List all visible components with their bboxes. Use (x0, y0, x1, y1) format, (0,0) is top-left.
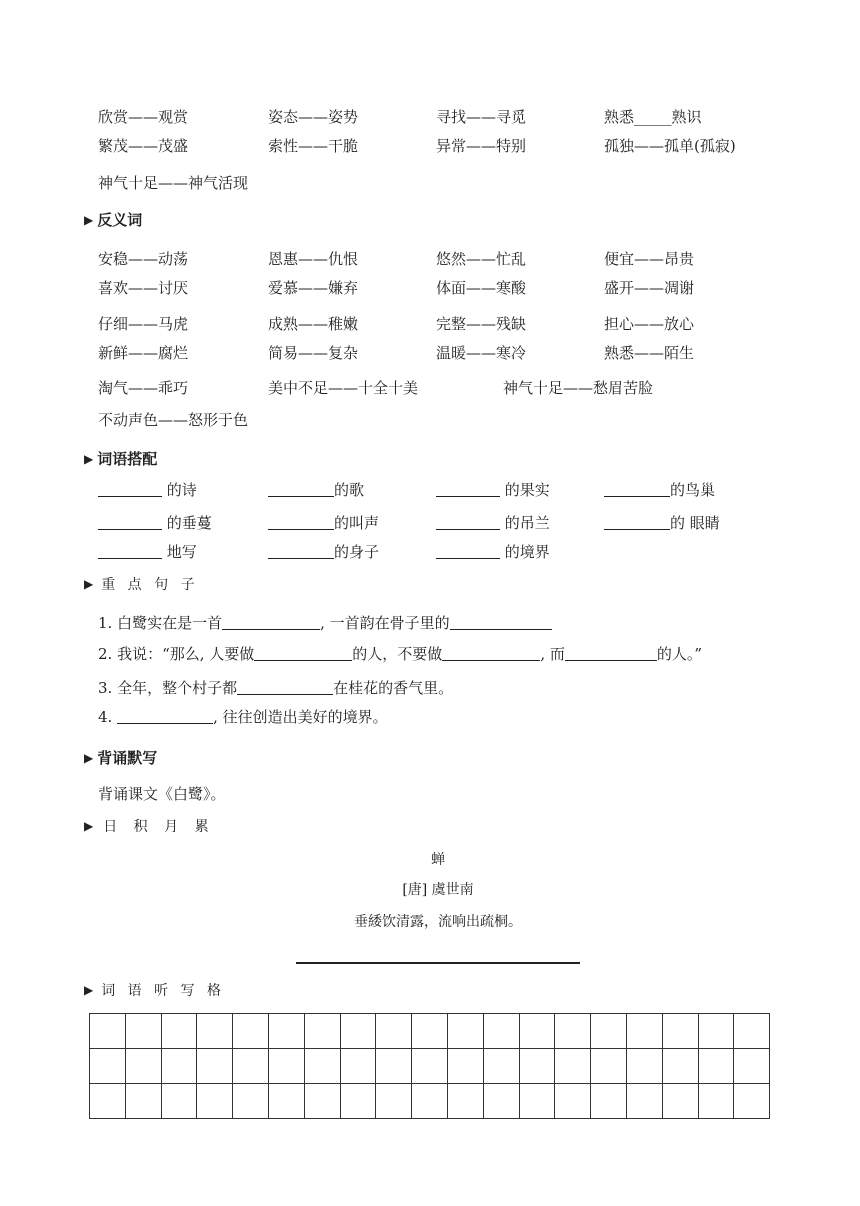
antonym-pair: 恩惠——仇恨 (268, 250, 359, 268)
fill-blank[interactable] (450, 614, 552, 630)
grid-cell[interactable] (483, 1049, 519, 1084)
fill-blank[interactable] (436, 514, 500, 530)
antonym-pair: 简易——复杂 (268, 344, 359, 362)
grid-cell[interactable] (161, 1049, 197, 1084)
collocation-item: 的吊兰 (436, 512, 550, 534)
grid-cell[interactable] (662, 1014, 698, 1049)
dictation-grid (89, 1013, 770, 1119)
grid-cell[interactable] (90, 1084, 126, 1119)
grid-cell[interactable] (340, 1049, 376, 1084)
antonym-pair: 完整——残缺 (436, 315, 527, 333)
collocation-heading: ▶ 词语搭配 (84, 450, 158, 468)
grid-cell[interactable] (734, 1049, 770, 1084)
antonym-pair: 喜欢——讨厌 (98, 279, 189, 297)
collocation-item: 的诗 (98, 479, 197, 501)
synonym-pair: 姿态——姿势 (268, 108, 359, 126)
antonym-pair: 不动声色——怒形于色 (98, 411, 249, 429)
poem-title: 蝉 (431, 852, 445, 868)
grid-cell[interactable] (197, 1084, 233, 1119)
triangle-right-icon: ▶ (84, 983, 98, 997)
antonym-pair: 担心——放心 (604, 315, 695, 333)
grid-cell[interactable] (376, 1084, 412, 1119)
triangle-right-icon: ▶ (84, 577, 98, 591)
grid-cell[interactable] (626, 1014, 662, 1049)
grid-cell[interactable] (304, 1014, 340, 1049)
grid-cell[interactable] (555, 1014, 591, 1049)
fill-blank[interactable] (117, 708, 213, 724)
accumulate-heading: ▶ 日 积 月 累 (84, 816, 215, 837)
recite-heading: ▶ 背诵默写 (84, 749, 158, 767)
synonym-pair: 寻找——寻觅 (436, 108, 527, 126)
divider-line (296, 962, 580, 964)
poem-line: 垂緌饮清露，流响出疏桐。 (354, 914, 522, 930)
grid-cell[interactable] (376, 1049, 412, 1084)
triangle-right-icon: ▶ (84, 213, 94, 227)
grid-cell[interactable] (734, 1084, 770, 1119)
grid-cell[interactable] (304, 1049, 340, 1084)
grid-cell[interactable] (698, 1084, 734, 1119)
grid-cell[interactable] (734, 1014, 770, 1049)
antonym-pair: 安稳——动荡 (98, 250, 189, 268)
grid-cell[interactable] (519, 1049, 555, 1084)
synonym-pair: 繁茂——茂盛 (98, 137, 189, 155)
collocation-item: 的境界 (436, 541, 550, 563)
grid-cell[interactable] (591, 1049, 627, 1084)
grid-cell[interactable] (125, 1014, 161, 1049)
synonym-pair: 异常——特别 (436, 137, 527, 155)
synonym-pair: 神气十足——神气活现 (98, 174, 249, 192)
grid-cell[interactable] (125, 1084, 161, 1119)
antonym-pair: 体面——寒酸 (436, 279, 527, 297)
synonym-pair: 熟悉_____熟识 (604, 108, 702, 126)
sentence-1: 1. 白鹭实在是一首 , 一首韵在骨子里的 (98, 612, 552, 634)
grid-cell[interactable] (340, 1084, 376, 1119)
grid-cell[interactable] (412, 1014, 448, 1049)
antonym-pair: 便宜——昂贵 (604, 250, 695, 268)
grid-cell[interactable] (555, 1049, 591, 1084)
grid-cell[interactable] (340, 1014, 376, 1049)
fill-blank[interactable] (268, 481, 334, 497)
antonym-pair: 爱慕——嫌弃 (268, 279, 359, 297)
collocation-item: 的垂蔓 (98, 512, 212, 534)
collocation-item: 的鸟巢 (604, 479, 715, 501)
fill-blank[interactable] (237, 679, 333, 695)
grid-cell[interactable] (519, 1014, 555, 1049)
fill-blank[interactable] (604, 514, 670, 530)
antonyms-heading: ▶ 反义词 (84, 211, 143, 229)
grid-cell[interactable] (268, 1049, 304, 1084)
grid-cell[interactable] (90, 1014, 126, 1049)
sentences-heading: ▶ 重 点 句 子 (84, 574, 199, 595)
sentence-2: 2. 我说：“那么, 人要做 的人，不要做 , 而 的人。” (98, 645, 703, 663)
grid-cell[interactable] (161, 1014, 197, 1049)
grid-cell[interactable] (233, 1049, 269, 1084)
grid-cell[interactable] (412, 1084, 448, 1119)
antonym-pair: 熟悉——陌生 (604, 344, 695, 362)
grid-cell[interactable] (376, 1014, 412, 1049)
antonym-pair: 悠然——忙乱 (436, 250, 527, 268)
collocation-item: 的 眼睛 (604, 512, 720, 534)
grid-cell[interactable] (197, 1049, 233, 1084)
sentence-4: 4. , 往往创造出美好的境界。 (98, 708, 388, 726)
antonym-pair: 盛开——凋谢 (604, 279, 695, 297)
grid-row (90, 1084, 770, 1119)
synonym-pair: 索性——干脆 (268, 137, 359, 155)
antonym-pair: 美中不足——十全十美 (268, 379, 419, 397)
grid-cell[interactable] (483, 1014, 519, 1049)
grid-cell[interactable] (447, 1084, 483, 1119)
grid-cell[interactable] (233, 1084, 269, 1119)
fill-blank[interactable] (436, 543, 500, 559)
collocation-item: 的歌 (268, 479, 364, 501)
fill-blank[interactable] (442, 645, 540, 661)
grid-cell[interactable] (591, 1014, 627, 1049)
antonym-pair: 淘气——乖巧 (98, 379, 189, 397)
poem-author: [唐] 虞世南 (402, 882, 474, 898)
grid-cell[interactable] (268, 1014, 304, 1049)
fill-blank[interactable] (604, 481, 670, 497)
triangle-right-icon: ▶ (84, 819, 100, 833)
antonym-pair: 仔细——马虎 (98, 315, 189, 333)
grid-cell[interactable] (626, 1084, 662, 1119)
grid-cell[interactable] (483, 1084, 519, 1119)
fill-blank[interactable] (254, 645, 352, 661)
fill-blank[interactable] (222, 614, 320, 630)
grid-cell[interactable] (412, 1049, 448, 1084)
grid-cell[interactable] (555, 1084, 591, 1119)
grid-cell[interactable] (197, 1014, 233, 1049)
grid-cell[interactable] (233, 1014, 269, 1049)
grid-cell[interactable] (591, 1084, 627, 1119)
fill-blank[interactable] (565, 645, 657, 661)
synonym-pair: 欣赏——观赏 (98, 108, 189, 126)
fill-blank[interactable] (268, 543, 334, 559)
grid-cell[interactable] (698, 1014, 734, 1049)
grid-cell[interactable] (447, 1014, 483, 1049)
grid-cell[interactable] (698, 1049, 734, 1084)
grid-cell[interactable] (125, 1049, 161, 1084)
fill-blank[interactable] (98, 481, 162, 497)
fill-blank[interactable] (268, 514, 334, 530)
grid-cell[interactable] (304, 1084, 340, 1119)
triangle-right-icon: ▶ (84, 452, 94, 466)
recite-text: 背诵课文《白鹭》。 (98, 785, 226, 803)
dictation-heading: ▶ 词 语 听 写 格 (84, 980, 225, 1001)
grid-cell[interactable] (268, 1084, 304, 1119)
collocation-item: 的果实 (436, 479, 550, 501)
collocation-item: 地写 (98, 541, 197, 563)
grid-row (90, 1049, 770, 1084)
grid-cell[interactable] (626, 1049, 662, 1084)
grid-cell[interactable] (662, 1049, 698, 1084)
antonym-pair: 温暖——寒冷 (436, 344, 527, 362)
fill-blank[interactable] (436, 481, 500, 497)
collocation-item: 的身子 (268, 541, 379, 563)
antonym-pair: 神气十足——愁眉苦脸 (503, 379, 654, 397)
grid-row (90, 1014, 770, 1049)
grid-cell[interactable] (90, 1049, 126, 1084)
fill-blank[interactable] (98, 514, 162, 530)
grid-cell[interactable] (519, 1084, 555, 1119)
synonym-pair: 孤独——孤单(孤寂) (604, 137, 736, 155)
antonym-pair: 成熟——稚嫩 (268, 315, 359, 333)
triangle-right-icon: ▶ (84, 751, 94, 765)
fill-blank[interactable] (98, 543, 162, 559)
sentence-3: 3. 全年，整个村子都 在桂花的香气里。 (98, 679, 454, 697)
grid-cell[interactable] (447, 1049, 483, 1084)
antonym-pair: 新鲜——腐烂 (98, 344, 189, 362)
grid-cell[interactable] (161, 1084, 197, 1119)
collocation-item: 的叫声 (268, 512, 379, 534)
grid-cell[interactable] (662, 1084, 698, 1119)
